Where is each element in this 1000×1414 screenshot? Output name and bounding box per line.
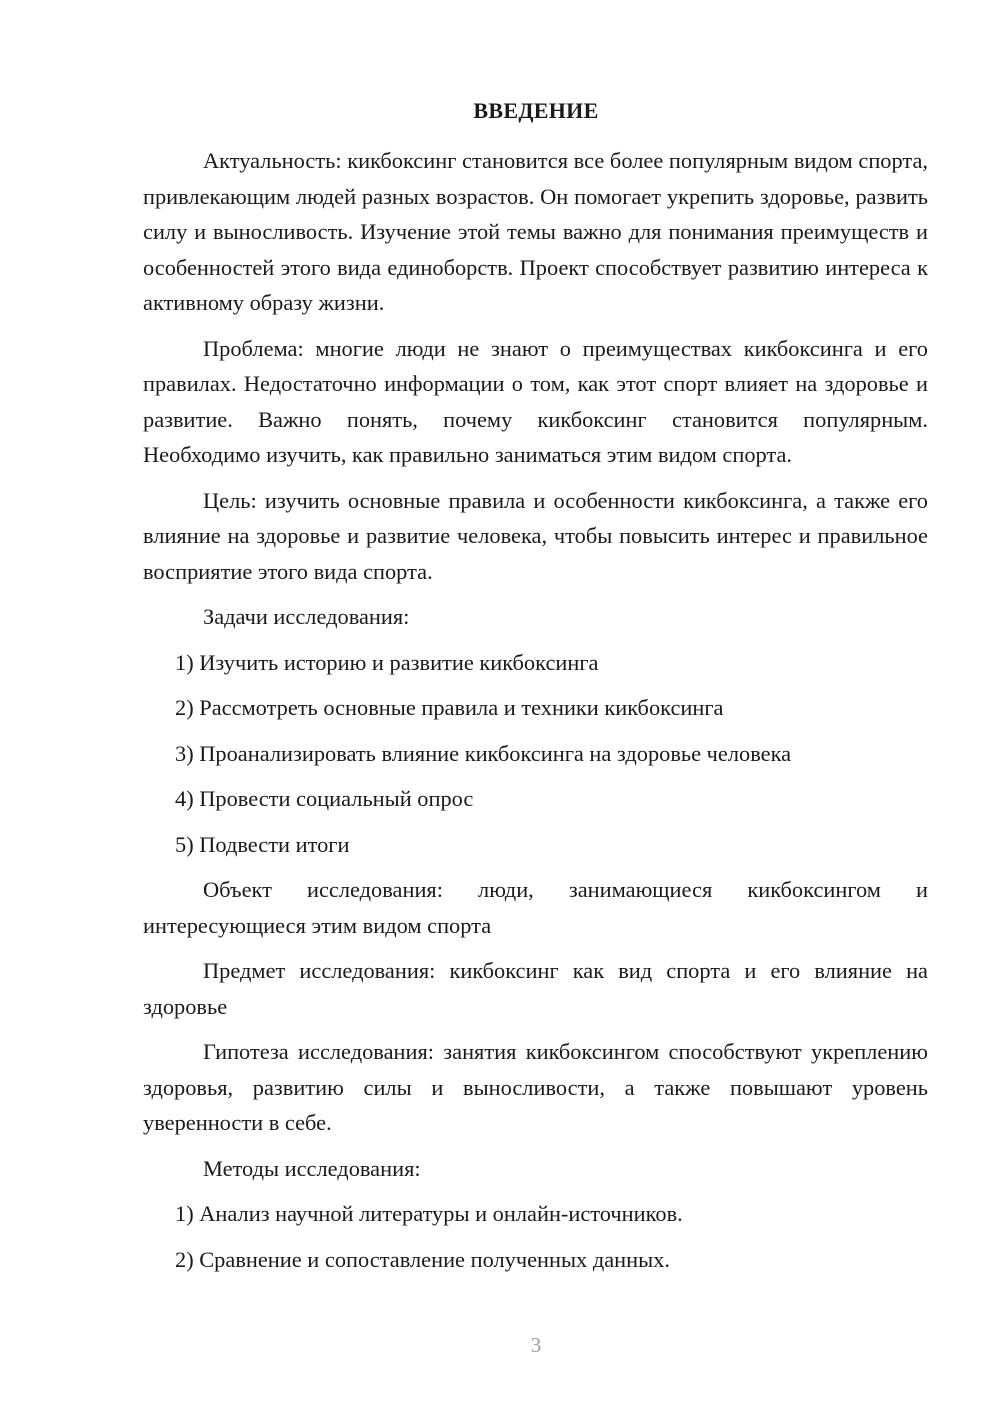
paragraph-relevance: Актуальность: кикбоксинг становится все более популярным видом спорта, привлекающим людей разных возрастов. Он помогает укрепить здоровье, развить силу и выносливость. Изучение этой темы важно для понимания преимуществ и особенностей этого вида единоборств. Проект способствует развитию интереса к активному образу жизни. <box>143 148 928 315</box>
methods-heading: Методы исследования: <box>203 1155 421 1181</box>
paragraph-hypothesis: Гипотеза исследования: занятия кикбоксингом способствуют укреплению здоровья, развитию силы и выносливости, а также повышают уровень уверенности в себе. <box>143 1039 928 1135</box>
task-item: 3) Проанализировать влияние кикбоксинга на здоровье человека <box>175 740 792 766</box>
method-item: 2) Сравнение и сопоставление полученных данных. <box>175 1246 670 1272</box>
task-item: 5) Подвести итоги <box>175 831 350 857</box>
task-item: 4) Провести социальный опрос <box>175 786 474 811</box>
tasks-heading: Задачи исследования: <box>203 604 410 629</box>
paragraph-goal: Цель: изучить основные правила и особенности кикбоксинга, а также его влияние на здоровье и развитие человека, чтобы повысить интерес и правильное восприятие этого вида спорта. <box>143 487 928 584</box>
paragraph-problem: Проблема: многие люди не знают о преимуществах кикбоксинга и его правилах. Недостаточно информации о том, как этот спорт влияет на здоровье и развитие. Важно понять, почему кикбоксинг становится популярным. Необходимо изучить, как правильно заниматься этим видом спорта. <box>143 335 928 467</box>
document-body <box>143 143 928 1287</box>
task-item: 2) Рассмотреть основные правила и техники кикбоксинга <box>175 695 724 720</box>
page-title: ВВЕДЕНИЕ <box>473 98 599 123</box>
method-item: 1) Анализ научной литературы и онлайн-источников. <box>175 1201 683 1226</box>
paragraph-subject: Предмет исследования: кикбоксинг как вид спорта и его влияние на здоровье <box>143 958 928 1019</box>
paragraph-object: Объект исследования: люди, занимающиеся кикбоксингом и интересующиеся этим видом спорта <box>143 877 928 938</box>
task-item: 1) Изучить историю и развитие кикбоксинга <box>175 649 599 675</box>
page-number: 3 <box>530 1333 542 1357</box>
